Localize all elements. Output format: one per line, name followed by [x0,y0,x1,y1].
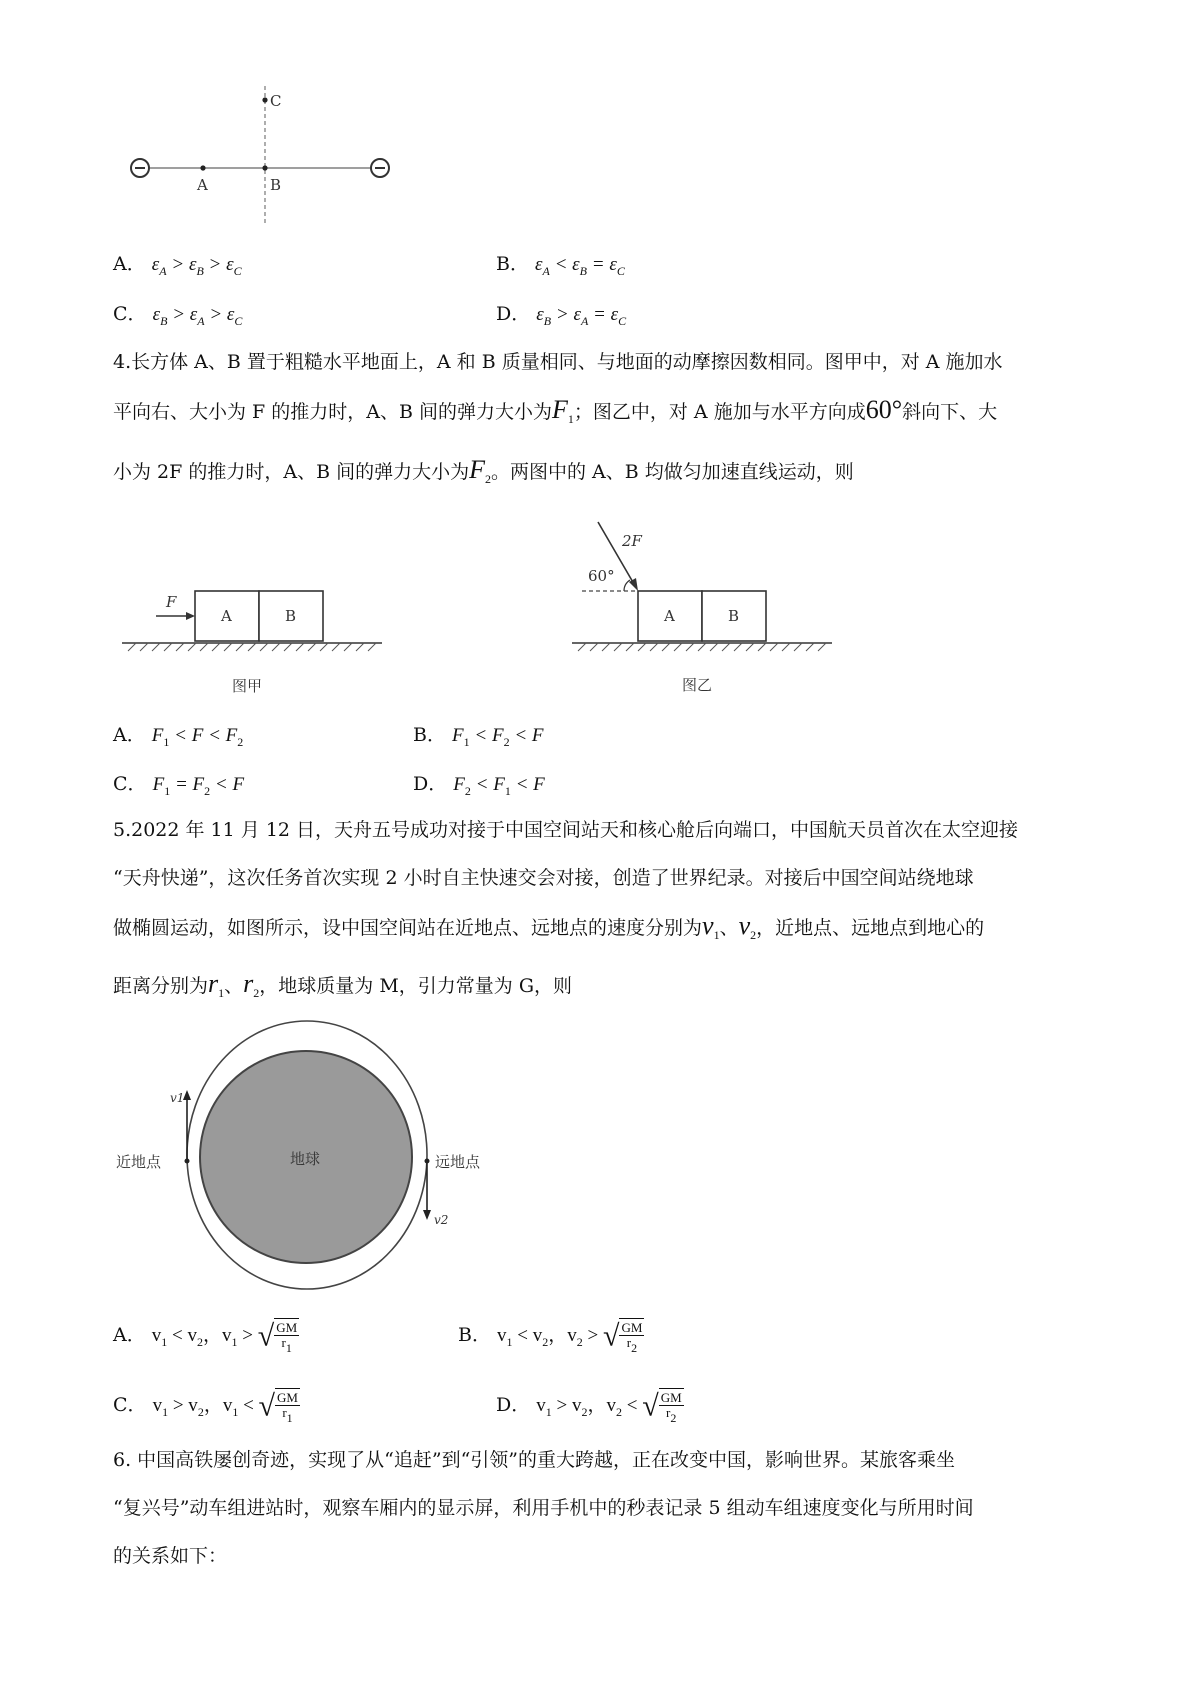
q3-option-b [496,252,625,283]
q4-line-3b: 。两图中的 A、B 均做匀加速直线运动，则 [490,461,854,483]
q5-v1-symbol: v1 [702,911,720,942]
q4-option-b-expr: $F_1 < F_2 < F$ [452,725,544,749]
q5-r1-symbol: r1 [208,969,225,1000]
q5-option-d-letter: D． [496,1393,531,1416]
figure-yi-caption: 图乙 [682,676,713,694]
q5-line-4b: 、 [224,975,244,997]
block-a-right-label: A [664,607,675,625]
left-negative-charge [131,159,149,177]
q5-option-b [458,1318,644,1355]
ground-hatch-left [128,643,376,651]
q5-option-a [113,1318,299,1355]
earth-label: 地球 [290,1150,321,1168]
q5-line-4c: ，地球质量为 M，引力常量为 G，则 [259,975,572,997]
q5-r2-symbol: r2 [243,969,260,1000]
q5-line-4 [113,969,572,1005]
q4-line-1: 4.长方体 A、B 置于粗糙水平地面上，A 和 B 质量相同、与地面的动摩擦因数相同。图甲中，对 A 施加水 [113,351,1003,373]
q4-option-c-expr: $F_1 = F_2 < F$ [152,774,245,798]
q6-line-3: 的关系如下： [113,1545,228,1567]
q5-line-3a: 做椭圆运动，如图所示，设中国空间站在近地点、远地点的速度分别为 [113,917,703,939]
point-a-label: A [197,176,208,194]
q4-option-c [113,772,244,803]
q5-line-3b: 、 [719,917,739,939]
ground-hatch-right [578,643,826,651]
q4-f2-symbol: F2 [469,455,491,486]
force-f-label: F [166,593,177,611]
q4-line-2c: 斜向下、大 [902,401,998,423]
figure-yi [570,518,860,708]
q3-option-c-letter: C． [113,303,147,325]
q4-option-b-letter: B． [413,724,446,746]
q3-option-b-expr: $\varepsilon_A < \varepsilon_B = \varepsilon_C$ [535,254,625,278]
q3-option-d-letter: D． [496,303,531,325]
v2-label: v2 [434,1213,449,1227]
point-b-label: B [270,176,282,194]
q3-option-c-expr: $\varepsilon_B > \varepsilon_A > \varepsilon_C$ [152,304,243,328]
perigee-label: 近地点 [116,1153,162,1171]
q3-option-b-letter: B． [496,253,529,275]
force-2f-label: 2F [622,532,642,550]
figure-jia-caption: 图甲 [232,677,263,695]
q4-option-a [113,723,243,754]
q4-f1-symbol: F1 [552,395,574,426]
q5-line-3c: ，近地点、远地点到地心的 [756,917,985,939]
q6-line-1: 6. 中国高铁屡创奇迹，实现了从“追赶”到“引领”的重大跨越，正在改变中国，影响世界。某旅客乘坐 [113,1449,956,1471]
q5-option-d-expr: $v_1 > v_2$，$v_2$ < √ $\frac{GM}{r2}$ [536,1389,682,1425]
q3-option-a-letter: A． [113,253,146,275]
q5-line-3 [113,911,985,947]
q3-option-d [496,302,626,333]
apogee-label: 远地点 [435,1153,481,1171]
q4-option-d [413,772,545,803]
q4-option-d-letter: D． [413,773,448,795]
point-c-dot [262,97,267,102]
q4-line-3 [113,455,854,491]
right-negative-charge [371,159,389,177]
block-b-left-label: B [285,607,297,625]
q5-option-b-letter: B． [458,1323,491,1346]
point-b-dot [262,165,267,170]
q4-line-2b: ；图乙中，对 A 施加与水平方向成 [573,401,866,423]
q4-option-d-expr: $F_2 < F_1 < F$ [453,774,545,798]
q5-option-c-expr: $v_1 > v_2$，$v_1$ < √ $\frac{GM}{r1}$ [152,1389,298,1425]
v1-label: v1 [170,1091,185,1105]
q5-option-a-expr: $v_1 < v_2$，$v_1$ > √ $\frac{GM}{r1}$ [151,1319,298,1355]
q3-option-a-expr: $\varepsilon_A > \varepsilon_B > \varepsilon_C$ [151,254,242,278]
q4-angle: 60° [865,395,903,424]
charge-figure [118,78,398,228]
angle-label: 60° [588,567,615,585]
q4-line-3a: 小为 2F 的推力时，A、B 间的弹力大小为 [113,461,470,483]
q3-option-a [113,252,242,283]
q5-option-c [113,1388,300,1425]
q4-line-2 [113,395,998,431]
figure-jia [120,555,410,705]
q4-option-b [413,723,544,754]
q5-v2-symbol: v2 [738,911,757,942]
block-b-right-label: B [728,607,740,625]
q4-line-2a: 平向右、大小为 F 的推力时，A、B 间的弹力大小为 [113,401,552,423]
point-a-dot [200,165,205,170]
q4-option-c-letter: C． [113,773,147,795]
q5-option-d [496,1388,684,1425]
q3-option-c [113,302,242,333]
q4-option-a-letter: A． [113,724,146,746]
orbit-figure [112,1010,542,1300]
q5-line-1: 5.2022 年 11 月 12 日，天舟五号成功对接于中国空间站天和核心舱后向端口，中国航天员首次在太空迎接 [113,819,1019,841]
q5-option-c-letter: C． [113,1393,147,1416]
point-c-label: C [270,92,282,110]
q4-option-a-expr: $F_1 < F < F_2$ [151,725,244,749]
q3-option-d-expr: $\varepsilon_B > \varepsilon_A = \varepsilon_C$ [536,304,627,328]
block-a-left-label: A [221,607,232,625]
q5-option-a-letter: A． [113,1323,146,1346]
q6-line-2: “复兴号”动车组进站时，观察车厢内的显示屏，利用手机中的秒表记录 5 组动车组速度变化与所用时间 [113,1497,974,1519]
q5-line-4a: 距离分别为 [113,975,209,997]
q5-option-b-expr: $v_1 < v_2$，$v_2$ > √ $\frac{GM}{r2}$ [497,1319,643,1355]
q5-line-2: “天舟快递”，这次任务首次实现 2 小时自主快速交会对接，创造了世界纪录。对接后中国空间站绕地球 [113,867,974,889]
